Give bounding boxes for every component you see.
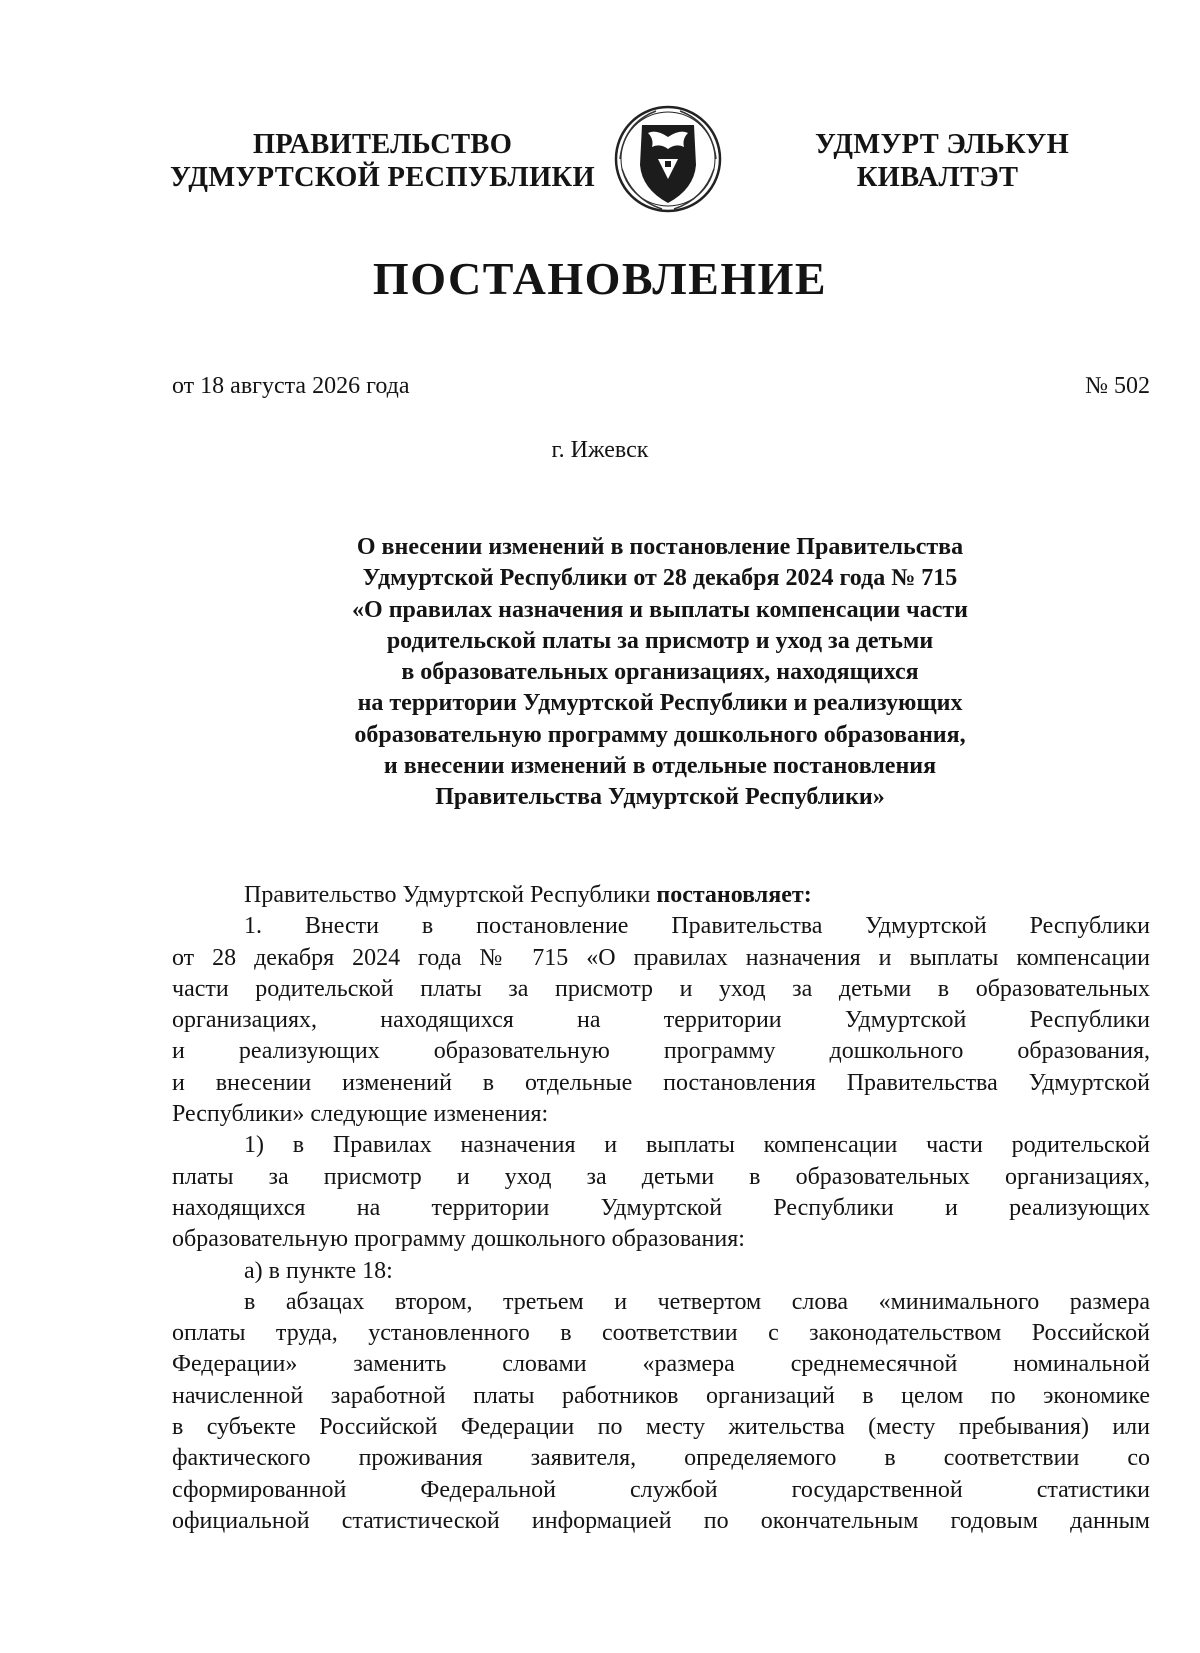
intro-bold: постановляет: — [656, 882, 812, 908]
document-body — [172, 880, 1150, 1537]
body-line: платы за присмотр и уход за детьми в образовательных организациях, — [172, 1163, 1150, 1190]
title-line: О внесении изменений в постановление Правительства — [356, 534, 964, 560]
body-line: Республики» следующие изменения: — [172, 1101, 549, 1128]
header-right-line-1: УДМУРТ ЭЛЬКУН — [815, 129, 1070, 160]
header-left-line-1: ПРАВИТЕЛЬСТВО — [252, 129, 513, 160]
header-right-line-2: КИВАЛТЭТ — [856, 162, 1019, 193]
title-line: и внесении изменений в отдельные постановления — [383, 753, 937, 780]
title-line: в образовательных организациях, находящихся — [401, 659, 919, 686]
body-line: образовательную программу дошкольного образования: — [172, 1226, 745, 1253]
intro-text: Правительство Удмуртской Республики — [244, 882, 651, 908]
body-line: начисленной заработной платы работников организаций в целом по экономике — [172, 1382, 1150, 1409]
title-line: родительской платы за присмотр и уход за детьми — [386, 627, 934, 654]
header-left — [170, 128, 595, 194]
title-line: на территории Удмуртской Республики и реализующих — [357, 690, 963, 717]
body-line: от 28 декабря 2024 года № 715 «О правилах назначения и выплаты компенсации — [172, 944, 1150, 971]
body-line: организациях, находящихся на территории Удмуртской Республики — [172, 1007, 1150, 1034]
title-line: Удмуртской Республики от 28 декабря 2024 года № 715 — [362, 565, 958, 592]
body-line: в абзацах втором, третьем и четвертом слова «минимального размера — [244, 1288, 1150, 1315]
document-title — [280, 532, 1040, 814]
body-line: и внесении изменений в отдельные постановления Правительства Удмуртской — [172, 1069, 1150, 1096]
body-line: 1. Внести в постановление Правительства Удмуртской Республики — [244, 913, 1150, 940]
document-type: ПОСТАНОВЛЕНИЕ — [372, 253, 828, 304]
title-line: «О правилах назначения и выплаты компенсации части — [352, 596, 968, 623]
body-line: и реализующих образовательную программу дошкольного образования, — [172, 1038, 1150, 1065]
city: г. Ижевск — [551, 437, 649, 463]
body-line: 1) в Правилах назначения и выплаты компенсации части родительской — [244, 1132, 1150, 1159]
body-line: оплаты труда, установленного в соответствии с законодательством Российской — [172, 1320, 1150, 1347]
body-intro — [172, 880, 1150, 911]
title-line: Правительства Удмуртской Республики» — [435, 784, 885, 811]
body-line: фактического проживания заявителя, определяемого в соответствии со — [172, 1445, 1150, 1472]
body-line: находящихся на территории Удмуртской Республики и реализующих — [172, 1194, 1150, 1221]
body-line: а) в пункте 18: — [244, 1257, 393, 1284]
header-left-line-2: УДМУРТСКОЙ РЕСПУБЛИКИ — [170, 162, 595, 193]
title-line: образовательную программу дошкольного образования, — [354, 721, 966, 748]
document-date: от 18 августа 2026 года — [172, 373, 410, 399]
body-line: официальной статистической информацией по окончательным годовым данным — [172, 1507, 1150, 1534]
header-right — [815, 128, 1070, 194]
body-line: части родительской платы за присмотр и уход за детьми в образовательных — [172, 975, 1150, 1002]
document-number: № 502 — [1085, 373, 1150, 399]
udmurt-coat-of-arms-icon — [612, 103, 724, 215]
body-line: в субъекте Российской Федерации по месту жительства (месту пребывания) или — [172, 1414, 1150, 1441]
body-line: Федерации» заменить словами «размера среднемесячной номинальной — [172, 1351, 1150, 1378]
body-line: сформированной Федеральной службой государственной статистики — [172, 1476, 1150, 1503]
